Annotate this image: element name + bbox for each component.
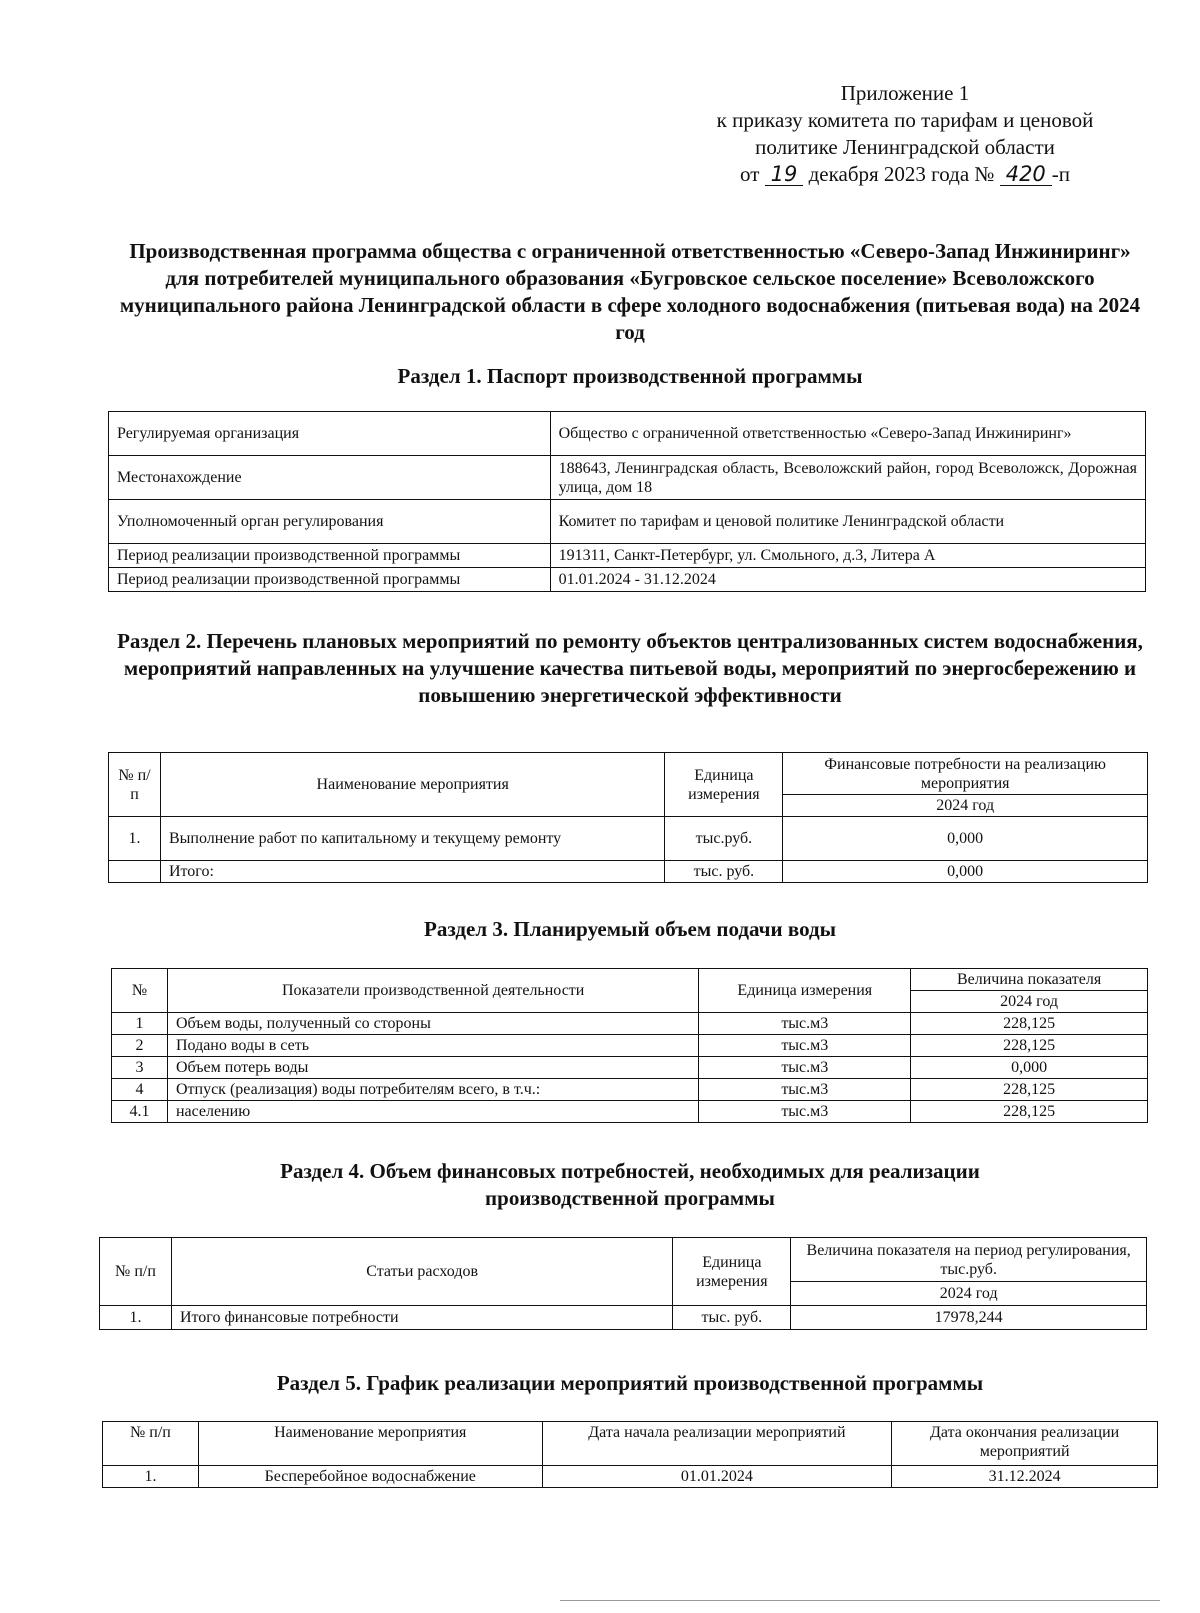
table-row [112, 1013, 1148, 1035]
col-header-name: Наименование мероприятия [198, 1422, 542, 1466]
section5-heading: Раздел 5. График реализации мероприятий производственной программы [276, 1371, 984, 1395]
table-row [109, 456, 1146, 500]
row-name: Выполнение работ по капитальному и текущему ремонту [160, 817, 664, 861]
water-volume-table [111, 968, 1148, 1123]
row-name: Подано воды в сеть [167, 1035, 698, 1057]
table-header-row [100, 1238, 1147, 1282]
table-row [109, 861, 1148, 883]
row-name: Итого финансовые потребности [171, 1306, 672, 1330]
col-header-value: Величина показателя на период регулирования, тыс.руб. [791, 1238, 1147, 1282]
row-name: Бесперебойное водоснабжение [198, 1466, 542, 1488]
row-name: Отпуск (реализация) воды потребителям всего, в т.ч.: [167, 1079, 698, 1101]
row-num: 1 [112, 1013, 168, 1035]
handwritten-day: 19 [765, 163, 804, 186]
row-num: 1. [103, 1466, 199, 1488]
table-header-row [112, 969, 1148, 991]
appendix-label: Приложение 1 [840, 81, 970, 105]
row-num: 1. [109, 817, 161, 861]
row-num: 3 [112, 1057, 168, 1079]
date-middle: декабря 2023 года № [808, 162, 995, 186]
approval-header [660, 80, 1150, 188]
col-header-start-date: Дата начала реализации мероприятий [542, 1422, 892, 1466]
row-value: 228,125 [911, 1013, 1148, 1035]
col-header-year: 2024 год [911, 991, 1148, 1013]
passport-value: 01.01.2024 - 31.12.2024 [550, 568, 1145, 592]
table-row [100, 1306, 1147, 1330]
table-row [109, 500, 1146, 544]
section1-heading: Раздел 1. Паспорт производственной программы [397, 364, 863, 388]
passport-value: Общество с ограниченной ответственностью «Северо-Запад Инжиниринг» [550, 412, 1145, 456]
row-value: 228,125 [911, 1101, 1148, 1123]
passport-label: Период реализации производственной программы [109, 544, 551, 568]
table-row [109, 817, 1148, 861]
table-row [109, 544, 1146, 568]
col-header-name: Наименование мероприятия [160, 753, 664, 817]
col-header-end-date: Дата окончания реализации мероприятий [892, 1422, 1158, 1466]
order-date-line [660, 161, 1150, 188]
row-value: 228,125 [911, 1079, 1148, 1101]
col-header-indicator: Показатели производственной деятельности [167, 969, 698, 1013]
table-row [112, 1079, 1148, 1101]
passport-label: Регулируемая организация [109, 412, 551, 456]
col-header-num: № п/п [109, 753, 161, 817]
col-header-num: № п/п [100, 1238, 172, 1306]
row-num [109, 861, 161, 883]
table-row [103, 1466, 1158, 1488]
row-num: 2 [112, 1035, 168, 1057]
order-reference-line: к приказу комитета по тарифам и ценовой [716, 108, 1094, 132]
row-num: 4 [112, 1079, 168, 1101]
col-header-year: 2024 год [791, 1282, 1147, 1306]
financial-needs-table [99, 1237, 1147, 1330]
row-unit: тыс.м3 [699, 1035, 911, 1057]
table-row [112, 1101, 1148, 1123]
row-name: Итого: [160, 861, 664, 883]
row-unit: тыс. руб. [665, 861, 783, 883]
col-header-expense: Статьи расходов [171, 1238, 672, 1306]
col-header-year: 2024 год [783, 795, 1148, 817]
row-unit: тыс. руб. [673, 1306, 791, 1330]
table-header-row [103, 1422, 1158, 1466]
table-row [109, 412, 1146, 456]
passport-value: Комитет по тарифам и ценовой политике Ленинградской области [550, 500, 1145, 544]
passport-value: 191311, Санкт-Петербург, ул. Смольного, д.3, Литера А [550, 544, 1145, 568]
table-row [112, 1035, 1148, 1057]
table-header-row [109, 753, 1148, 795]
table-row [109, 568, 1146, 592]
section3-heading: Раздел 3. Планируемый объем подачи воды [424, 917, 836, 941]
col-header-unit: Единица измерения [699, 969, 911, 1013]
row-value: 17978,244 [791, 1306, 1147, 1330]
document-title: Производственная программа общества с ограниченной ответственностью «Северо-Запад Инжиниринг» для потребителей муниципального образования «Бугровское сельское поселение» Всеволожского муниципального района Ленинградской области в сфере холодного водоснабжения (питьевая вода) на 2024 год [119, 239, 1141, 344]
row-unit: тыс.м3 [699, 1057, 911, 1079]
passport-label: Уполномоченный орган регулирования [109, 500, 551, 544]
row-unit: тыс.руб. [665, 817, 783, 861]
passport-label: Период реализации производственной программы [109, 568, 551, 592]
handwritten-order-number: 420 [1000, 163, 1052, 186]
order-suffix: -п [1051, 162, 1071, 186]
row-unit: тыс.м3 [699, 1013, 911, 1035]
section2-heading: Раздел 2. Перечень плановых мероприятий по ремонту объектов централизованных систем водоснабжения, мероприятий направленных на улучшение качества питьевой воды, мероприятий по энергосбережению и повышению энергетической эффективности [117, 629, 1143, 707]
passport-label: Местонахождение [109, 456, 551, 500]
row-end-date: 31.12.2024 [892, 1466, 1158, 1488]
passport-table [108, 411, 1146, 592]
row-name: Объем потерь воды [167, 1057, 698, 1079]
scan-artifact-divider [560, 1600, 1160, 1601]
row-value: 0,000 [783, 861, 1148, 883]
implementation-schedule-table [102, 1421, 1158, 1488]
row-name: населению [167, 1101, 698, 1123]
row-unit: тыс.м3 [699, 1079, 911, 1101]
row-value: 0,000 [911, 1057, 1148, 1079]
row-name: Объем воды, полученный со стороны [167, 1013, 698, 1035]
row-unit: тыс.м3 [699, 1101, 911, 1123]
col-header-unit: Единица измерения [665, 753, 783, 817]
col-header-unit: Единица измерения [673, 1238, 791, 1306]
col-header-financial-needs: Финансовые потребности на реализацию мероприятия [783, 753, 1148, 795]
row-value: 0,000 [783, 817, 1148, 861]
committee-name-line: политике Ленинградской области [755, 135, 1055, 159]
section4-heading: Раздел 4. Объем финансовых потребностей, необходимых для реализации производственной программы [280, 1159, 980, 1210]
col-header-value: Величина показателя [911, 969, 1148, 991]
repair-measures-table [108, 752, 1148, 883]
row-start-date: 01.01.2024 [542, 1466, 892, 1488]
row-value: 228,125 [911, 1035, 1148, 1057]
row-num: 4.1 [112, 1101, 168, 1123]
date-prefix: от [739, 162, 760, 186]
col-header-num: № [112, 969, 168, 1013]
col-header-num: № п/п [103, 1422, 199, 1466]
row-num: 1. [100, 1306, 172, 1330]
passport-value: 188643, Ленинградская область, Всеволожский район, город Всеволожск, Дорожная улица, дом 18 [550, 456, 1145, 500]
table-row [112, 1057, 1148, 1079]
